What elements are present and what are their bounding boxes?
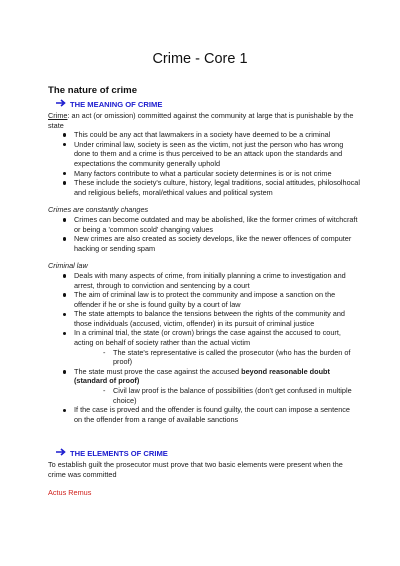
- list-item: [48, 328, 360, 366]
- list-item: The aim of criminal law is to protect the community and impose a sanction on the offender if he or she is found guilty by a court of law: [48, 290, 360, 309]
- list-item: These include the society's culture, history, legal traditions, social attitudes, philosolhocal and religious beliefs, moral/ethical values and political system: [48, 178, 360, 197]
- list-item-text: In a criminal trial, the state (or crown) brings the case against the accused to court, acting on behalf of society rather than the actual victim: [74, 328, 341, 348]
- sub-bullets: [74, 348, 360, 367]
- section-heading-nature: The nature of crime: [48, 85, 138, 96]
- changes-bullets: [48, 215, 360, 253]
- subheading-label: THE ELEMENTS OF CRIME: [70, 448, 168, 458]
- section-label-changes: Crimes are constantly changes: [48, 205, 149, 215]
- document-body: [48, 85, 360, 497]
- subheading-label: THE MEANING OF CRIME: [70, 99, 163, 109]
- right-arrow-icon: [56, 99, 66, 110]
- subheading-meaning: [56, 99, 360, 110]
- bold-standard-of-proof: beyond reasonable doubt (standard of proof): [74, 366, 330, 386]
- list-item: Under criminal law, society is seen as the victim, not just the person who has wrong done to them and a crime is thus perceived to be an attack upon the standards and expectations the community generally uphold: [48, 140, 360, 169]
- list-item: Deals with many aspects of crime, from initially planning a crime to investigation and arrest, through to conviction and sentencing by a court: [48, 271, 360, 290]
- subheading-elements: [56, 448, 360, 459]
- list-item: Many factors contribute to what a particular society determines is or is not crime: [48, 169, 360, 179]
- definition-text: : an act (or omission) committed against the community at large that is punishable by the state: [48, 111, 354, 130]
- crime-definition: [48, 111, 360, 130]
- list-item: [48, 367, 360, 405]
- definition-term: Crime: [48, 111, 68, 120]
- sub-bullets: [74, 386, 360, 405]
- list-item: If the case is proved and the offender is found guilty, the court can impose a sentence on the offender from a range of available sanctions: [48, 405, 360, 424]
- section-label-criminal-law: Criminal law: [48, 261, 88, 271]
- actus-reus-label: Actus Remus: [48, 487, 92, 497]
- page-title: Crime - Core 1: [152, 51, 248, 67]
- sub-list-item: - The state's representative is called the prosecutor (who has the burden of proof): [74, 348, 360, 367]
- list-item: Crimes can become outdated and may be abolished, like the former crimes of witchcraft or being a 'common scold' changing values: [48, 215, 360, 234]
- elements-text: To establish guilt the prosecutor must prove that two basic elements were present when the crime was committed: [48, 460, 343, 479]
- right-arrow-icon: [56, 448, 66, 459]
- list-item: New crimes are also created as society develops, like the newer offences of computer hacking or sending spam: [48, 234, 360, 253]
- list-item-text: The state must prove the case against the accused: [74, 366, 242, 376]
- meaning-bullets: [48, 130, 360, 197]
- list-item: This could be any act that lawmakers in a society have deemed to be a criminal: [48, 130, 360, 140]
- criminal-law-bullets: [48, 271, 360, 425]
- list-item: The state attempts to balance the tensions between the rights of the community and those individuals (accused, victim, offender) in its pursuit of criminal justice: [48, 309, 360, 328]
- sub-list-item: - Civil law proof is the balance of possibilities (don't get confused in multiple choice): [74, 386, 360, 405]
